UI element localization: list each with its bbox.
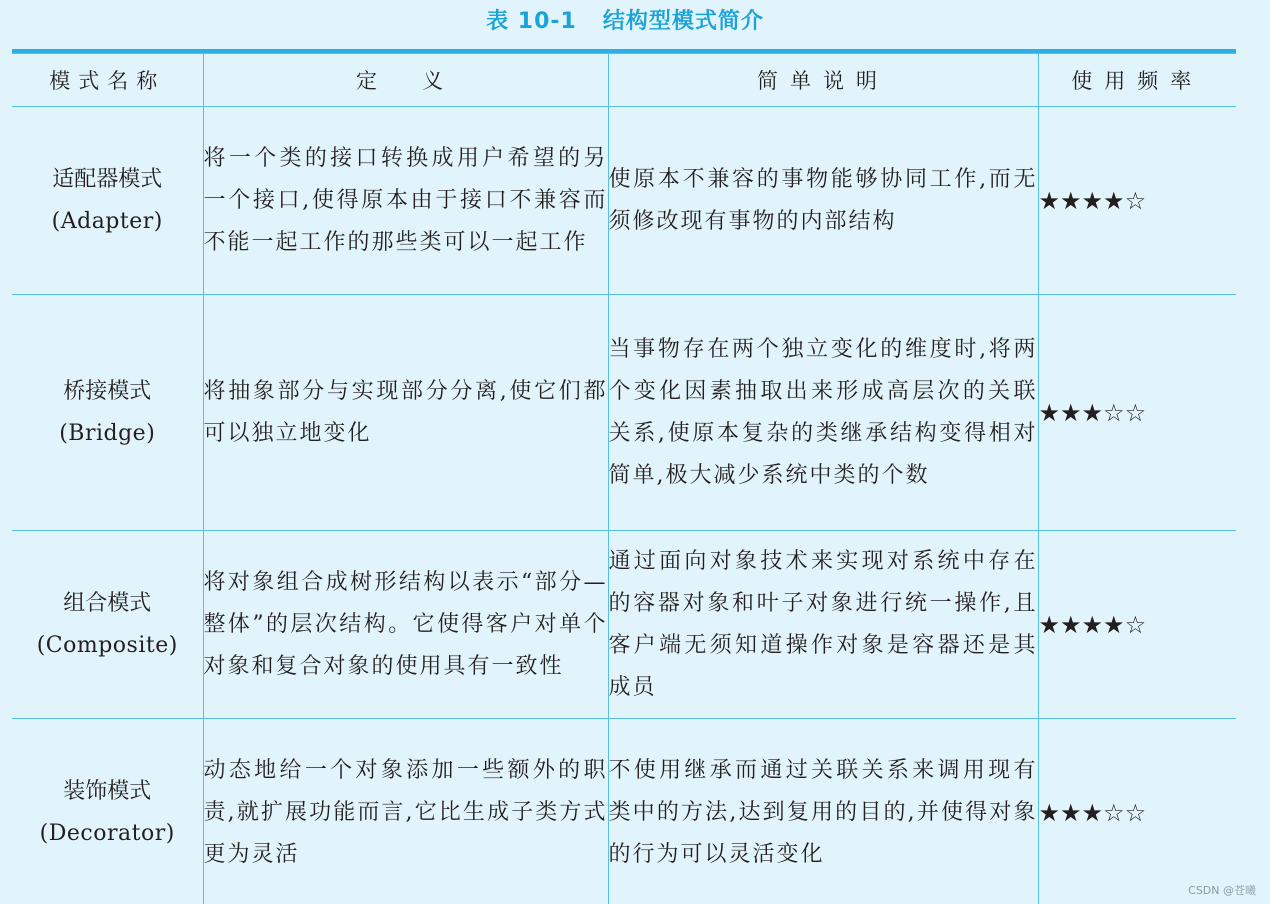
table-row xyxy=(12,531,1236,719)
header-definition: 定 义 xyxy=(203,54,608,107)
pattern-name-cell xyxy=(12,107,203,295)
pattern-definition: 将抽象部分与实现部分分离,使它们都可以独立地变化 xyxy=(203,295,608,531)
header-description: 简单说明 xyxy=(608,54,1038,107)
header-row xyxy=(12,54,1236,107)
table-number: 表 10-1 xyxy=(486,9,577,34)
frequency-stars: ★★★☆☆ xyxy=(1038,398,1147,427)
header-pattern-name: 模式名称 xyxy=(12,54,203,107)
pattern-name-cell xyxy=(12,531,203,719)
pattern-name-cell xyxy=(12,295,203,531)
frequency-stars: ★★★★☆ xyxy=(1038,186,1147,215)
table-caption xyxy=(0,6,1250,38)
pattern-name-cn: 装饰模式 xyxy=(63,778,152,804)
table-row xyxy=(12,107,1236,295)
pattern-name-cn: 适配器模式 xyxy=(52,166,163,192)
pattern-name-cn: 桥接模式 xyxy=(63,378,152,404)
pattern-name-en: (Bridge) xyxy=(59,420,156,446)
frequency-rating xyxy=(1038,295,1236,531)
patterns-table xyxy=(12,53,1236,904)
frequency-rating xyxy=(1038,719,1236,904)
pattern-definition: 将一个类的接口转换成用户希望的另一个接口,使得原本由于接口不兼容而不能一起工作的那些类可以一起工作 xyxy=(203,107,608,295)
table-row xyxy=(12,295,1236,531)
watermark: CSDN @苍曦 xyxy=(1188,884,1256,897)
pattern-description: 当事物存在两个独立变化的维度时,将两个变化因素抽取出来形成高层次的关联关系,使原本复杂的类继承结构变得相对简单,极大减少系统中类的个数 xyxy=(608,295,1038,531)
pattern-definition: 动态地给一个对象添加一些额外的职责,就扩展功能而言,它比生成子类方式更为灵活 xyxy=(203,719,608,904)
pattern-name-en: (Adapter) xyxy=(51,208,163,234)
pattern-name-cn: 组合模式 xyxy=(63,590,152,616)
pattern-definition: 将对象组合成树形结构以表示“部分—整体”的层次结构。它使得客户对单个对象和复合对象的使用具有一致性 xyxy=(203,531,608,719)
pattern-description: 不使用继承而通过关联关系来调用现有类中的方法,达到复用的目的,并使得对象的行为可以灵活变化 xyxy=(608,719,1038,904)
table-title: 结构型模式简介 xyxy=(602,9,764,34)
pattern-name-en: (Composite) xyxy=(36,632,178,658)
frequency-rating xyxy=(1038,107,1236,295)
pattern-description: 通过面向对象技术来实现对系统中存在的容器对象和叶子对象进行统一操作,且客户端无须知道操作对象是容器还是其成员 xyxy=(608,531,1038,719)
frequency-stars: ★★★☆☆ xyxy=(1038,798,1147,827)
frequency-stars: ★★★★☆ xyxy=(1038,610,1147,639)
frequency-rating xyxy=(1038,531,1236,719)
pattern-description: 使原本不兼容的事物能够协同工作,而无须修改现有事物的内部结构 xyxy=(608,107,1038,295)
pattern-name-cell xyxy=(12,719,203,904)
table-row xyxy=(12,719,1236,904)
pattern-name-en: (Decorator) xyxy=(39,820,175,846)
header-frequency: 使用频率 xyxy=(1038,54,1236,107)
